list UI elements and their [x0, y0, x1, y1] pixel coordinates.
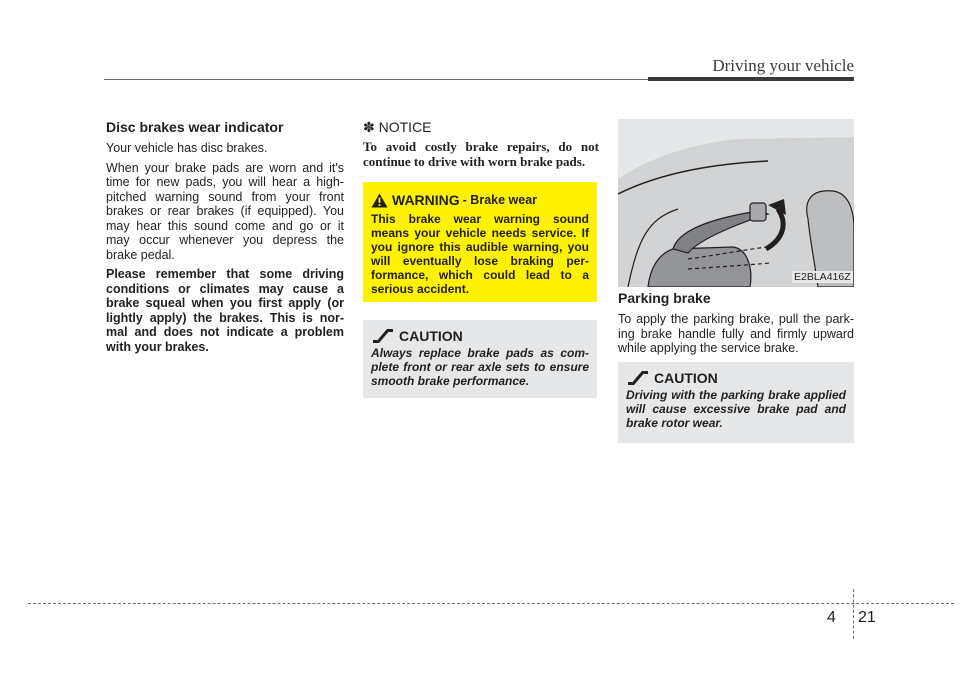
- caution-heading: [373, 328, 589, 344]
- warning-heading: [371, 192, 589, 208]
- caution-slash-icon: [628, 371, 648, 385]
- parking-brake-lever-icon: [618, 119, 854, 287]
- parking-brake-section: [618, 290, 854, 361]
- caution-label: CAUTION: [654, 370, 718, 386]
- paragraph: Your vehicle has disc brakes.: [106, 141, 268, 155]
- notice-star-icon: ✽: [363, 119, 375, 135]
- caution-heading: [628, 370, 846, 386]
- paragraph: When your brake pads are worn and it's time for new pads, you will hear a high-pitched warning sound from your front brakes or rear brakes (if equipped). You may hear this sound come and go or it may occur whenever you depress the brake pedal.: [106, 160, 344, 262]
- notice-section: [363, 119, 599, 169]
- caution-text: Always replace brake pads as com-plete front or rear axle sets to ensure smooth brake performance.: [371, 346, 589, 388]
- section-title: Driving your vehicle: [712, 56, 854, 75]
- figure-code: E2BLA416Z: [794, 271, 851, 283]
- caution-slash-icon: [373, 329, 393, 343]
- disc-brakes-heading: Disc brakes wear indicator: [106, 119, 284, 135]
- caution-label: CAUTION: [399, 328, 463, 344]
- warning-subtitle: - Brake wear: [462, 193, 538, 207]
- notice-label: NOTICE: [378, 119, 432, 135]
- notice-text: To avoid costly brake repairs, do not continue to drive with worn brake pads.: [363, 139, 599, 169]
- footer-rule: [28, 603, 954, 604]
- parking-brake-illustration: [618, 119, 854, 287]
- header-rule: [104, 79, 648, 80]
- notice-heading: [363, 119, 599, 136]
- caution-box-parking: [618, 362, 854, 443]
- caution-box-pads: [363, 320, 597, 398]
- chapter-number: 4: [827, 609, 836, 626]
- disc-brakes-section: [106, 119, 344, 359]
- warning-box: [363, 182, 597, 302]
- paragraph: Please remember that some driving conditions or climates may cause a brake squeal when you first apply (or lightly apply) the brakes. This is nor-mal and does not indicate a problem with your brakes.: [106, 267, 344, 354]
- footer-divider: [853, 589, 854, 639]
- warning-triangle-icon: [371, 193, 388, 208]
- caution-text: Driving with the parking brake applied will cause excessive brake pad and brake rotor wear.: [626, 388, 846, 430]
- warning-label: WARNING: [392, 192, 460, 208]
- parking-brake-heading: Parking brake: [618, 290, 711, 306]
- warning-text: This brake wear warning sound means your vehicle needs service. If you ignore this audible warning, you will eventually lose braking per-formance, which could lead to a serious accident.: [371, 212, 589, 296]
- paragraph: To apply the parking brake, pull the park-ing brake handle fully and firmly upward while applying the service brake.: [618, 312, 854, 355]
- page-number: 21: [858, 609, 876, 626]
- header-rule-accent: [648, 77, 854, 81]
